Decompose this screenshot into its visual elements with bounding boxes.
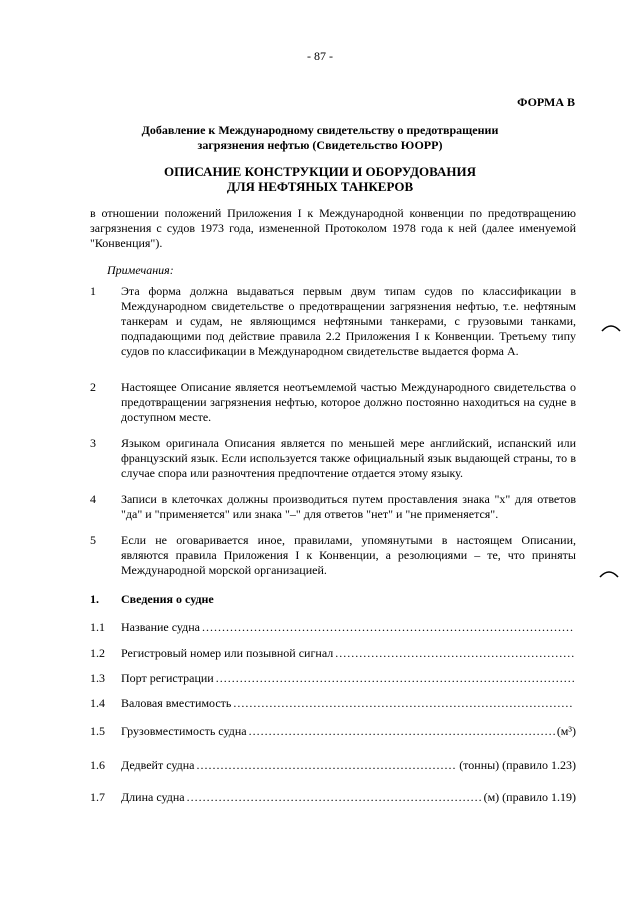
note-number: 1 bbox=[90, 284, 96, 298]
note-number: 2 bbox=[90, 380, 96, 394]
field-ship-name[interactable] bbox=[121, 620, 576, 635]
field-carrying-capacity[interactable] bbox=[121, 724, 576, 739]
field-deadweight[interactable] bbox=[121, 758, 576, 773]
note-text: Настоящее Описание является неотъемлемой частью Международного свидетельства о предотвращении загрязнения нефтью, которое должно постоянно находиться на судне в доступном месте. bbox=[121, 380, 576, 424]
field-suffix: (м) (правило 1.19) bbox=[483, 790, 576, 804]
field-gross-tonnage[interactable] bbox=[121, 696, 576, 711]
field-number: 1.1 bbox=[90, 620, 105, 634]
field-suffix: (м³) bbox=[556, 724, 576, 738]
field-registration-number[interactable] bbox=[121, 646, 576, 661]
document-title-line1: Добавление к Международному свидетельству о предотвращении bbox=[141, 123, 499, 137]
intro-paragraph: в отношении положений Приложения I к Международной конвенции по предотвращению загрязнения с судов 1973 года, измененной Протоколом 1978 года к ней (далее именуемой "Конвенция"). bbox=[90, 206, 576, 250]
field-label: Порт регистрации bbox=[121, 671, 214, 685]
fill-line bbox=[335, 646, 574, 661]
fill-line bbox=[202, 620, 574, 635]
note-number: 5 bbox=[90, 533, 96, 547]
field-number: 1.3 bbox=[90, 671, 105, 685]
field-label: Грузовместимость судна bbox=[121, 724, 247, 738]
notes-heading: Примечания: bbox=[107, 263, 174, 277]
field-label: Название судна bbox=[121, 620, 201, 634]
document-heading-line2: ДЛЯ НЕФТЯНЫХ ТАНКЕРОВ bbox=[226, 179, 414, 194]
note-text: Записи в клеточках должны производиться путем проставления знака "х" для ответов "да" и "применяется" или знака "–" для ответов "нет" и "не применяется". bbox=[121, 492, 576, 521]
fill-line bbox=[216, 671, 574, 686]
document-title bbox=[0, 123, 640, 153]
fill-line bbox=[187, 790, 482, 805]
note-text: Языком оригинала Описания является по меньшей мере английский, испанский или французский язык. Если используется также официальный язык выдающей страны, то в случае спора или разночтения предпочтение отдается этому языку. bbox=[121, 436, 576, 480]
field-label: Длина судна bbox=[121, 790, 185, 804]
margin-mark bbox=[598, 567, 620, 579]
document-title-line2: загрязнения нефтью (Свидетельство ЮОРР) bbox=[197, 138, 443, 152]
section-number: 1. bbox=[90, 592, 99, 606]
field-number: 1.2 bbox=[90, 646, 105, 660]
document-heading-line1: ОПИСАНИЕ КОНСТРУКЦИИ И ОБОРУДОВАНИЯ bbox=[163, 164, 476, 179]
field-label: Валовая вместимость bbox=[121, 696, 232, 710]
fill-line bbox=[196, 758, 457, 773]
note-text: Эта форма должна выдаваться первым двум типам судов по классификации в Международном свидетельстве о предотвращении загрязнения нефтью, т.е. нефтяным танкерам и судам, не являющимся нефтяными танкерами, с грузовыми танками, подпадающими под действие правила 2.2 Приложения I к Конвенции. Третьему типу судов по классификации в Международном свидетельстве выдается форма А. bbox=[121, 284, 576, 358]
field-label: Регистровый номер или позывной сигнал bbox=[121, 646, 334, 660]
field-number: 1.7 bbox=[90, 790, 105, 804]
margin-mark bbox=[600, 321, 622, 333]
field-port-of-registry[interactable] bbox=[121, 671, 576, 686]
field-suffix: (тонны) (правило 1.23) bbox=[459, 758, 576, 772]
field-number: 1.4 bbox=[90, 696, 105, 710]
note-text: Если не оговаривается иное, правилами, упомянутыми в настоящем Описании, являются правила Приложения I к Конвенции, а резолюциями – те, что приняты Международной морской организацией. bbox=[121, 533, 576, 577]
page-number: - 87 - bbox=[307, 49, 333, 63]
field-label: Дедвейт судна bbox=[121, 758, 195, 772]
section-title: Сведения о судне bbox=[121, 592, 214, 606]
form-label: ФОРМА В bbox=[517, 95, 575, 109]
field-number: 1.6 bbox=[90, 758, 105, 772]
note-number: 4 bbox=[90, 492, 96, 506]
note-number: 3 bbox=[90, 436, 96, 450]
fill-line bbox=[233, 696, 574, 711]
field-number: 1.5 bbox=[90, 724, 105, 738]
fill-line bbox=[249, 724, 555, 739]
field-ship-length[interactable] bbox=[121, 790, 576, 805]
document-heading bbox=[0, 164, 640, 194]
